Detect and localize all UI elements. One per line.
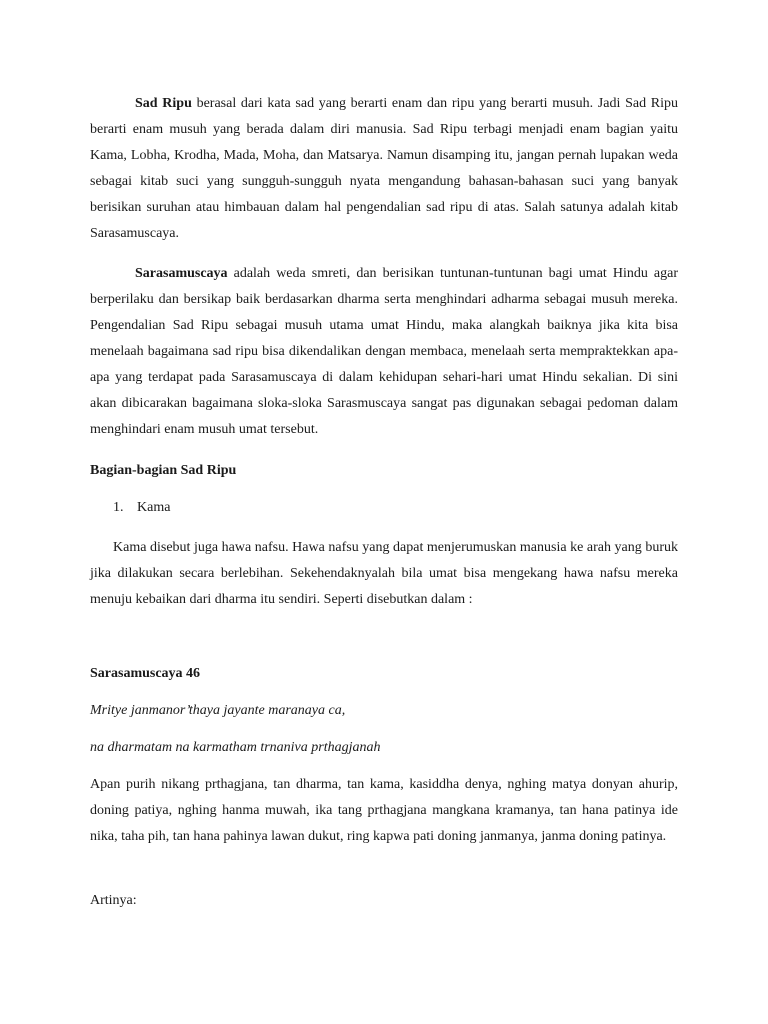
paragraph-sad-ripu-text: berasal dari kata sad yang berarti enam dan ripu yang berarti musuh. Jadi Sad Ripu berarti enam musuh yang berada dalam diri manusia. Sad Ripu terbagi menjadi enam bagian yaitu Kama, Lobha, Krodha, Mada, Moha, dan Matsarya. Namun disamping itu, jangan pernah lupakan weda sebagai kitab suci yang sungguh-sungguh nyata mengandung bahasan-bahasan suci yang banyak berisikan suruhan atau himbauan dalam hal pengendalian sad ripu di atas. Salah satunya adalah kitab Sarasamuscaya. (90, 96, 678, 241)
list-item-kama (113, 498, 170, 518)
paragraph-sarasamuscaya (90, 261, 678, 443)
list-number: 1. (113, 500, 124, 515)
term-sarasamuscaya: Sarasamuscaya (135, 266, 228, 281)
section-heading: Bagian-bagian Sad Ripu (90, 463, 237, 478)
artinya-label: Artinya: (90, 893, 137, 908)
paragraph-translation: Apan purih nikang prthagjana, tan dharma, tan kama, kasiddha denya, nghing matya donyan ahurip, doning patiya, nghing hanma muwah, ika tang prthagjana mangkana kramanya, tan hana patinya ide nika, taha pih, tan hana pahinya lawan dukut, ring kapwa pati doning janmanya, janma doning patinya. (90, 777, 678, 844)
verse-heading: Sarasamuscaya 46 (90, 666, 201, 681)
verse-line-2: na dharmatam na karmatham trnaniva prthagjanah (90, 740, 381, 755)
paragraph-sarasamuscaya-text: adalah weda smreti, dan berisikan tuntunan-tuntunan bagi umat Hindu agar berperilaku dan bersikap baik berdasarkan dharma serta menghindari adharma sebagai musuh mereka. Pengendalian Sad Ripu sebagai musuh utama umat Hindu, maka alangkah baiknya jika kita bisa menelaah bagaimana sad ripu bisa dikendalikan dengan membaca, menelaah serta mempraktekkan apa-apa yang terdapat pada Sarasamuscaya di dalam kehidupan sehari-hari umat Hindu sekalian. Di sini akan dibicarakan bagaimana sloka-sloka Sarasmuscaya sangat pas digunakan sebagai pedoman dalam menghindari enam musuh umat tersebut. (90, 266, 678, 437)
list-label: Kama (137, 500, 171, 515)
term-sad-ripu: Sad Ripu (135, 96, 192, 111)
paragraph-sad-ripu (90, 91, 678, 247)
paragraph-kama: Kama disebut juga hawa nafsu. Hawa nafsu yang dapat menjerumuskan manusia ke arah yang buruk jika dilakukan secara berlebihan. Sekehendaknyalah bila umat bisa mengekang hawa nafsu mereka menuju kebaikan dari dharma itu sendiri. Seperti disebutkan dalam : (90, 540, 678, 607)
verse-line-1: Mritye janmanor’thaya jayante maranaya ca, (90, 703, 346, 718)
